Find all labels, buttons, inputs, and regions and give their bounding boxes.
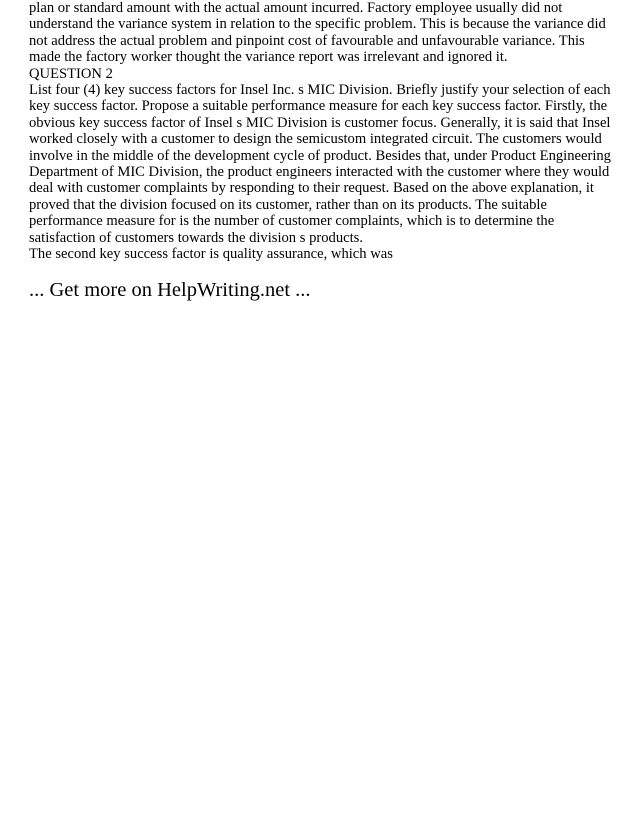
document-body (29, 0, 614, 263)
paragraph-key-success-factors: List four (4) key success factors for Insel Inc. s MIC Division. Briefly justify your selection of each key success factor. Propose a suitable performance measure for each key success factor. Firstly, the obvious key success factor of Insel s MIC Division is customer focus. Generally, it is said that Insel worked closely with a customer to design the semicustom integrated circuit. The customers would involve in the middle of the development cycle of product. Besides that, under Product Engineering Department of MIC Division, the product engineers interacted with the customer where they would deal with customer complaints by responding to their request. Based on the above explanation, it proved that the division focused on its customer, rather than on its products. The suitable performance measure for is the number of customer complaints, which is to determine the satisfaction of customers towards the division s products. (29, 82, 611, 246)
paragraph-variance: plan or standard amount with the actual amount incurred. Factory employee usually did not understand the variance system in relation to the specific problem. This is because the variance did not address the actual problem and pinpoint cost of favourable and unfavourable variance. This made the factory worker thought the variance report was irrelevant and ignored it. (29, 0, 606, 66)
paragraph-quality-assurance: The second key success factor is quality assurance, which was (29, 246, 393, 263)
question-heading: QUESTION 2 (29, 65, 113, 82)
get-more-link[interactable]: ... Get more on HelpWriting.net ... (29, 278, 311, 301)
